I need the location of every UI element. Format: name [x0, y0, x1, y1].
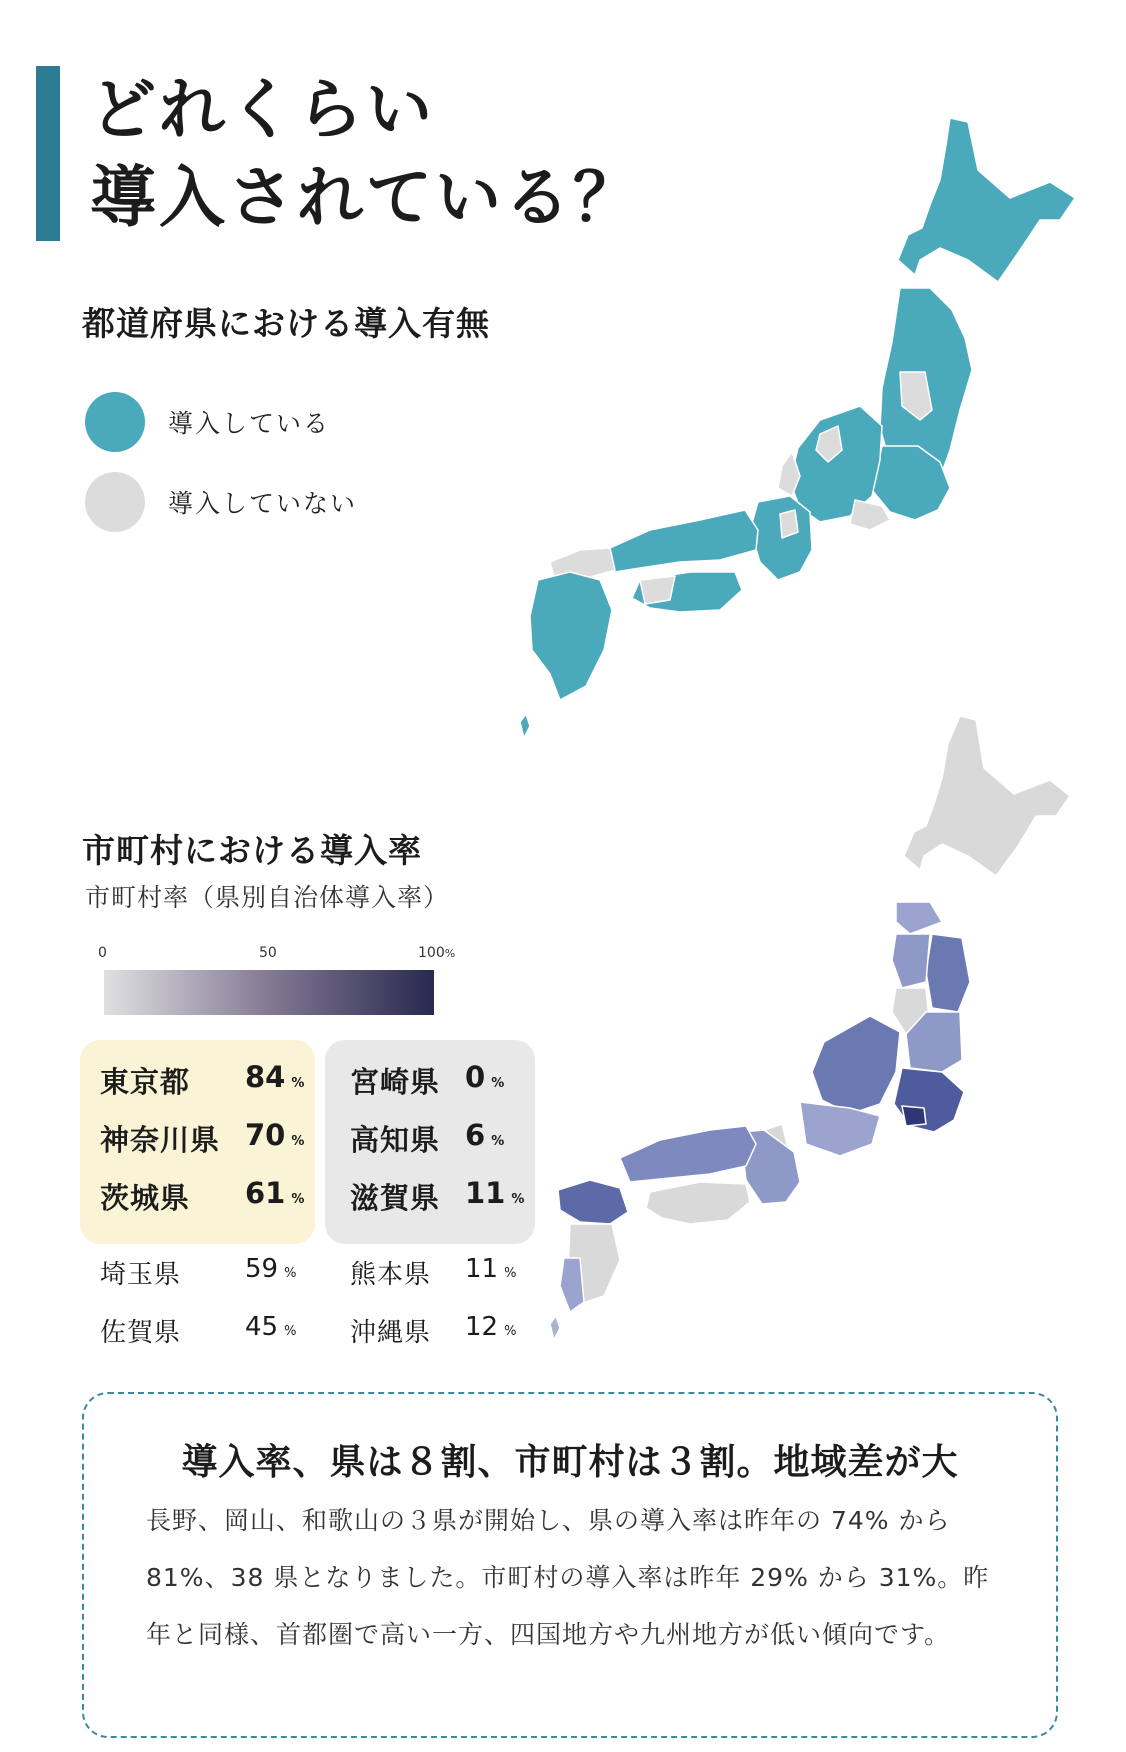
- map2-kagoshima: [560, 1258, 584, 1312]
- rank-unit: %: [284, 1266, 297, 1281]
- legend-item-not-adopted: [85, 472, 357, 532]
- rank-value-group: [245, 1118, 304, 1152]
- rank-value-group: [245, 1176, 304, 1210]
- rank-name: 佐賀県: [100, 1318, 182, 1348]
- scale-max-label: 100: [418, 945, 445, 961]
- rank-value: 11: [465, 1254, 499, 1284]
- legend-item-adopted: [85, 392, 330, 452]
- bottom-rank-1: [350, 1060, 505, 1118]
- municipality-section-heading: 市町村における導入率: [82, 831, 422, 870]
- title-accent-bar: [36, 66, 60, 241]
- map1-okinawa: [520, 714, 530, 738]
- scale-max-group: [418, 945, 455, 961]
- summary-title: 導入率、県は８割、市町村は３割。地域差が大: [181, 1442, 959, 1483]
- rank-name: 滋賀県: [350, 1181, 441, 1215]
- map1-kyushu: [530, 572, 612, 700]
- rank-unit: %: [284, 1324, 297, 1339]
- top-rank-1: [100, 1060, 305, 1118]
- rank-value-group: [245, 1312, 296, 1342]
- rank-unit: %: [504, 1266, 517, 1281]
- rank-value-group: [465, 1312, 516, 1342]
- rank-value-group: [465, 1176, 524, 1210]
- rank-name: 沖縄県: [350, 1318, 432, 1348]
- rank-value: 84: [245, 1060, 286, 1094]
- rank-name: 茨城県: [100, 1181, 191, 1215]
- rank-name: 熊本県: [350, 1260, 432, 1290]
- rank-unit: %: [291, 1076, 305, 1091]
- bottom-rank-2: [350, 1118, 505, 1176]
- rank-value: 6: [465, 1118, 486, 1152]
- map2-iwate: [926, 934, 970, 1012]
- map1-kinki: [750, 496, 812, 580]
- prefecture-adoption-map: [520, 110, 1100, 770]
- summary-body: 長野、岡山、和歌山の３県が開始し、県の導入率は昨年の 74% から 81%、38 県となりました。市町村の導入率は昨年 29% から 31%。昨年と同様、首都圏で高い一方、四国地方や九州地方が低い傾向です。: [146, 1506, 990, 1649]
- rank-value: 70: [245, 1118, 286, 1152]
- map2-niigata-chubu: [812, 1016, 900, 1114]
- rank-value: 11: [465, 1176, 506, 1210]
- rank-name: 宮崎県: [350, 1065, 441, 1099]
- top-rank-3: [100, 1176, 305, 1234]
- map2-okinawa: [550, 1316, 560, 1340]
- rank-name: 東京都: [100, 1065, 191, 1099]
- map2-akita: [892, 934, 930, 988]
- prefecture-section-heading: 都道府県における導入有無: [82, 304, 490, 343]
- map2-kyushu-north: [558, 1180, 628, 1224]
- rank-value-group: [245, 1254, 296, 1284]
- scale-unit: %: [444, 947, 456, 960]
- rank-name: 埼玉県: [100, 1260, 182, 1290]
- map2-kanto: [894, 1068, 964, 1132]
- municipality-subheading: 市町村率（県別自治体導入率）: [85, 883, 450, 912]
- rank-unit: %: [511, 1192, 525, 1207]
- rank-value: 45: [245, 1312, 279, 1342]
- legend-swatch-not-adopted: [85, 472, 145, 532]
- rank-value: 0: [465, 1060, 486, 1094]
- color-scale-bar: [104, 970, 434, 1015]
- bottom-rank-5: [350, 1312, 517, 1370]
- map2-aomori: [896, 902, 942, 934]
- rank-unit: %: [291, 1192, 305, 1207]
- rank-value: 61: [245, 1176, 286, 1210]
- rank-unit: %: [291, 1134, 305, 1149]
- legend-swatch-adopted: [85, 392, 145, 452]
- map2-chugoku: [620, 1126, 756, 1182]
- map2-central: [800, 1102, 880, 1156]
- map1-kagawa: [640, 576, 675, 604]
- rank-name: 神奈川県: [100, 1123, 221, 1157]
- page-title-line2: 導入されている？: [90, 159, 642, 236]
- rank-value-group: [465, 1254, 516, 1284]
- rank-value-group: [465, 1118, 504, 1152]
- municipality-rate-map: [550, 712, 1090, 1352]
- summary-box: [82, 1392, 1058, 1738]
- legend-label-not-adopted: 導入していない: [168, 489, 358, 518]
- map1-shiga: [780, 510, 798, 538]
- rank-value: 59: [245, 1254, 279, 1284]
- rank-value: 12: [465, 1312, 499, 1342]
- rank-unit: %: [504, 1324, 517, 1339]
- bottom-rank-3: [350, 1176, 525, 1234]
- map2-shikoku: [646, 1182, 750, 1224]
- map1-chugoku: [610, 510, 758, 572]
- page-title-line1: どれくらい: [90, 71, 435, 148]
- bottom-rank-4: [350, 1254, 517, 1312]
- top-rank-2: [100, 1118, 305, 1176]
- rank-value-group: [245, 1060, 304, 1094]
- top-rank-5: [100, 1312, 297, 1370]
- map2-hokkaido: [904, 716, 1070, 876]
- legend-label-adopted: 導入している: [168, 409, 331, 438]
- rank-unit: %: [491, 1076, 505, 1091]
- top-rank-4: [100, 1254, 297, 1312]
- map1-hokkaido: [898, 118, 1075, 282]
- map2-tokyo: [902, 1106, 926, 1126]
- scale-min-label: 0: [98, 945, 107, 961]
- scale-mid-label: 50: [259, 945, 277, 961]
- rank-value-group: [465, 1060, 504, 1094]
- rank-unit: %: [491, 1134, 505, 1149]
- rank-name: 高知県: [350, 1123, 441, 1157]
